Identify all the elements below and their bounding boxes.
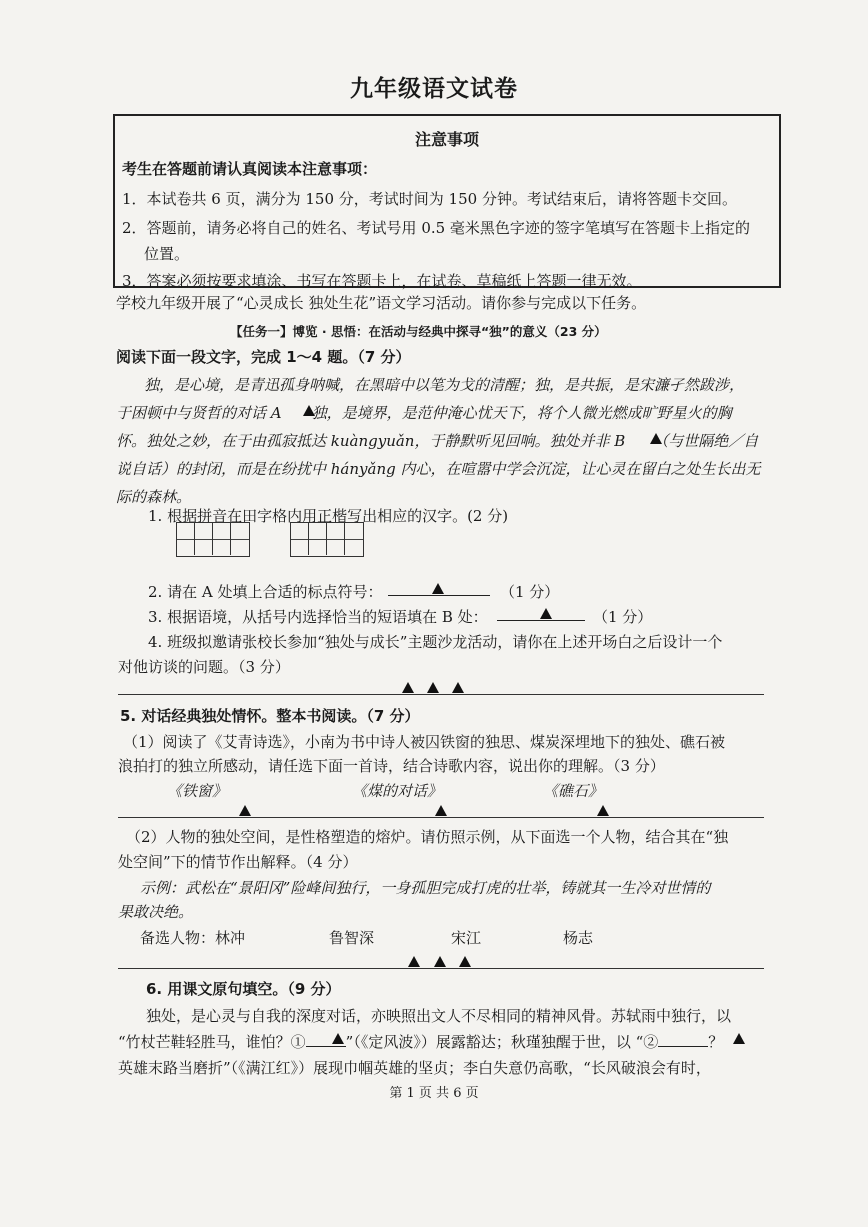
answer-marker-q4-1: [402, 682, 414, 693]
question-2: 2. 请在 A 处填上合适的标点符号：: [148, 583, 383, 601]
page-footer: 第 1 页 共 6 页: [389, 1086, 479, 1101]
blank-marker-1: [332, 1033, 344, 1044]
answer-marker-q3: [540, 608, 552, 619]
answer-marker-q2: [432, 583, 444, 594]
candidate-yang-zhi: 杨志: [563, 929, 594, 947]
activity-intro: 学校九年级开展了“心灵成长 独处生花”语文学习活动。请你参与完成以下任务。: [116, 294, 647, 312]
question-6-line-3: 英雄末路当磨折”（《满江红》）展现巾帼英雄的坚贞；李白失意仍高歌，“长风破浪会有时，: [118, 1059, 711, 1077]
candidate-lin-chong: 林冲: [215, 929, 246, 947]
answer-line-q5-2[interactable]: [118, 968, 764, 969]
answer-marker-poem-2: [435, 805, 447, 816]
question-3-score: （1 分）: [593, 608, 653, 626]
answer-marker-q5-2-1: [408, 956, 420, 967]
page-title: 九年级语文试卷: [350, 76, 518, 102]
question-6-line-2: “竹杖芒鞋轻胜马，谁怕？① ”（《定风波》）展露豁达；秋瑾独醒于世，以 “② ？: [118, 1033, 724, 1051]
question-5-2-line-1: （2）人物的独处空间，是性格塑造的熔炉。请仿照示例，从下面选一个人物，结合其在“独: [126, 828, 729, 846]
question-1: 1. 根据拼音在田字格内用正楷写出相应的汉字。(2 分): [148, 507, 509, 525]
example-line-1: 示例：武松在“景阳冈”险峰间独行，一身孤胆完成打虎的壮举，铸就其一生冷对世情的: [140, 879, 711, 897]
notice-box: [113, 114, 781, 288]
answer-marker-poem-1: [239, 805, 251, 816]
notice-intro: 考生在答题前请认真阅读本注意事项：: [122, 160, 378, 178]
blank-marker-b: [650, 433, 662, 444]
tianzi-grid-2[interactable]: [290, 522, 364, 557]
candidate-lu-zhishen: 鲁智深: [329, 929, 375, 947]
poem-option-1: 《铁窗》: [167, 782, 228, 800]
question-6-title: 6. 用课文原句填空。（9 分）: [146, 980, 341, 998]
question-4-cont: 对他访谈的问题。（3 分）: [118, 658, 290, 676]
answer-marker-q5-2-2: [434, 956, 446, 967]
example-line-2: 果敢决绝。: [118, 903, 194, 921]
answer-marker-q4-3: [452, 682, 464, 693]
question-6-line-1: 独处，是心灵与自我的深度对话，亦映照出文人不尽相同的精神风骨。苏轼雨中独行，以: [146, 1007, 732, 1025]
notice-item-2: 2．答题前，请务必将自己的姓名、考试号用 0.5 毫米黑色字迹的签字笔填写在答题卡上指定的: [122, 219, 750, 237]
question-4: 4. 班级拟邀请张校长参加“独处与成长”主题沙龙活动，请你在上述开场白之后设计一个: [148, 633, 723, 651]
passage-line-5: 际的森林。: [116, 488, 192, 506]
notice-heading: 注意事项: [414, 130, 479, 149]
task1-header: 【任务一】博览 · 思悟：在活动与经典中探寻“独”的意义（23 分）: [230, 324, 607, 339]
poem-option-2: 《煤的对话》: [352, 782, 443, 800]
tianzi-grid-1[interactable]: [176, 522, 250, 557]
question-5-1-line-2: 浪拍打的独立所感动，请任选下面一首诗，结合诗歌内容，说出你的理解。（3 分）: [118, 757, 665, 775]
notice-item-2-cont: 位置。: [144, 245, 190, 263]
passage-line-3: 怀。独处之妙，在于由孤寂抵达 kuàngyuǎn，于静默听见回响。独处并非 B （与世隔绝／自: [116, 432, 759, 450]
answer-marker-q5-2-3: [459, 956, 471, 967]
question-5-2-line-2: 处空间”下的情节作出解释。（4 分）: [118, 853, 358, 871]
candidate-song-jiang: 宋江: [451, 929, 482, 947]
question-2-score: （1 分）: [500, 583, 560, 601]
notice-item-3: 3．答案必须按要求填涂、书写在答题卡上，在试卷、草稿纸上答题一律无效。: [122, 272, 642, 290]
blank-marker-2: [733, 1033, 745, 1044]
passage-line-1: 独，是心境，是青迅孤身呐喊，在黑暗中以笔为戈的清醒；独，是共振，是宋濂孑然跋涉，: [144, 376, 745, 394]
answer-line-q3[interactable]: [497, 620, 585, 621]
answer-line-q2[interactable]: [388, 595, 490, 596]
answer-line-q5-1[interactable]: [118, 817, 764, 818]
reading-prompt: 阅读下面一段文字，完成 1～4 题。（7 分）: [116, 348, 411, 366]
question-5-1-line-1: （1）阅读了《艾青诗选》，小南为书中诗人被囚铁窗的独思、煤炭深埋地下的独处、礁石被: [123, 733, 726, 751]
poem-option-3: 《礁石》: [543, 782, 604, 800]
question-5-title: 5. 对话经典独处情怀。整本书阅读。（7 分）: [120, 707, 420, 725]
answer-line-q4[interactable]: [118, 694, 764, 695]
passage-line-4: 说自话）的封闭，而是在纷扰中 hányǎng 内心，在喧嚣中学会沉淀，让心灵在留白之处生长出无: [116, 460, 761, 478]
candidates-label: 备选人物：: [140, 929, 216, 947]
question-3: 3. 根据语境，从括号内选择恰当的短语填在 B 处：: [148, 608, 488, 626]
answer-marker-q4-2: [427, 682, 439, 693]
notice-item-1: 1．本试卷共 6 页，满分为 150 分，考试时间为 150 分钟。考试结束后，请将答题卡交回。: [122, 190, 737, 208]
blank-marker-a: [303, 405, 315, 416]
passage-line-2: 于困顿中与贤哲的对话 A 独，是境界，是范仲淹心忧天下，将个人微光燃成旷野星火的胸: [116, 404, 732, 422]
answer-marker-poem-3: [597, 805, 609, 816]
